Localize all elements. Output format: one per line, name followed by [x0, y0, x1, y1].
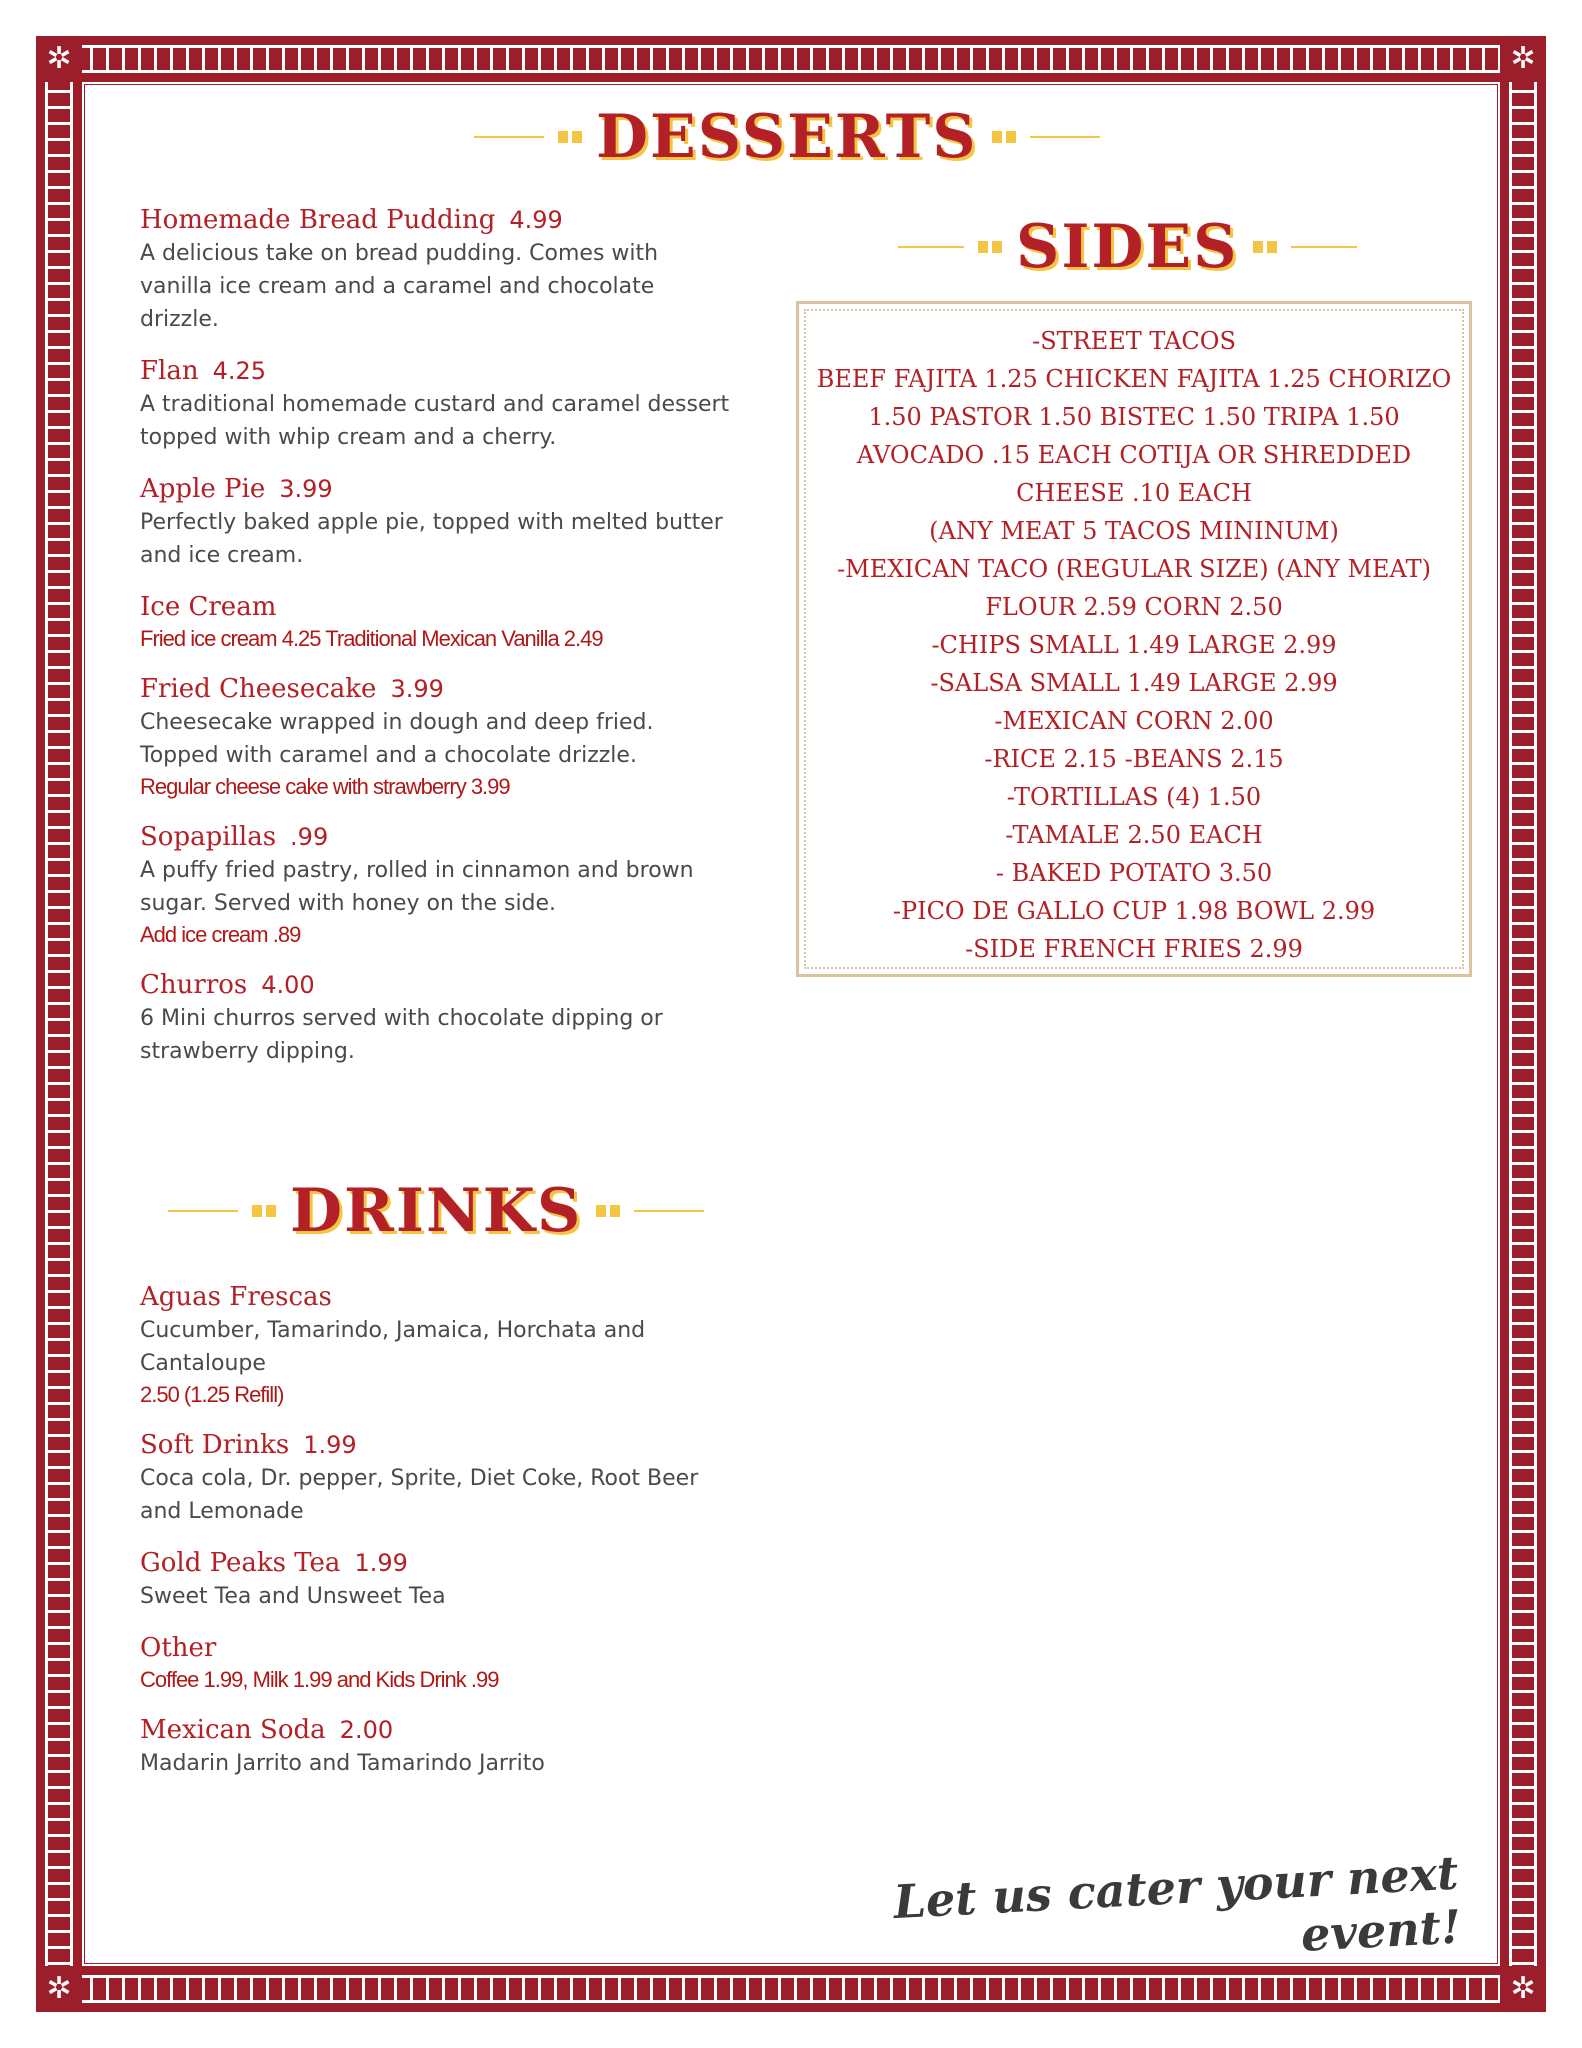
desserts-heading — [474, 102, 1100, 172]
heading-rule — [1030, 136, 1100, 138]
item-description: Cheesecake wrapped in dough and deep fried. Topped with caramel and a chocolate drizzle. — [140, 710, 654, 768]
heading-rule — [474, 136, 544, 138]
heading-dots — [596, 1205, 620, 1217]
menu-item — [140, 203, 730, 336]
item-price: .99 — [290, 823, 329, 851]
heading-dots — [252, 1205, 276, 1217]
item-description: Perfectly baked apple pie, topped with melted butter and ice cream. — [140, 510, 723, 568]
item-name: Apple Pie — [140, 474, 266, 504]
sides-line: -STREET TACOS — [1032, 327, 1236, 355]
item-note: 2.50 (1.25 Refill) — [140, 1382, 284, 1407]
sides-line: -RICE 2.15 -BEANS 2.15 — [984, 745, 1284, 773]
item-description: A puffy fried pastry, rolled in cinnamon and brown sugar. Served with honey on the side. — [140, 858, 694, 916]
sides-line: -MEXICAN TACO (REGULAR SIZE) (ANY MEAT) — [837, 555, 1431, 583]
sides-heading — [898, 212, 1357, 282]
item-name: Aguas Frescas — [140, 1282, 332, 1312]
item-name: Flan — [140, 356, 199, 386]
item-description: Coca cola, Dr. pepper, Sprite, Diet Coke, Root Beer and Lemonade — [140, 1466, 699, 1524]
item-description: A traditional homemade custard and caramel dessert topped with whip cream and a cherry. — [140, 392, 730, 450]
item-title — [140, 354, 730, 388]
item-price: 1.99 — [303, 1431, 357, 1459]
item-name: Gold Peaks Tea — [140, 1548, 341, 1578]
item-description: A delicious take on bread pudding. Comes with vanilla ice cream and a caramel and chocolate drizzle. — [140, 241, 659, 332]
item-name: Soft Drinks — [140, 1430, 290, 1460]
item-name: Ice Cream — [140, 592, 277, 622]
sides-line: BEEF FAJITA 1.25 CHICKEN FAJITA 1.25 CHORIZO — [816, 365, 1452, 393]
item-title — [140, 590, 730, 624]
heading-rule — [168, 1210, 238, 1212]
sides-line: -SIDE FRENCH FRIES 2.99 — [965, 935, 1303, 963]
border-bottom — [36, 1966, 1546, 2012]
item-name: Homemade Bread Pudding — [140, 205, 496, 235]
menu-item — [140, 1280, 740, 1410]
item-title — [140, 1546, 740, 1580]
item-note: Coffee 1.99, Milk 1.99 and Kids Drink .99 — [140, 1667, 499, 1692]
menu-item — [140, 1713, 740, 1780]
item-description: Sweet Tea and Unsweet Tea — [140, 1584, 446, 1609]
catering-tagline: Let us cater your next event! — [892, 1845, 1463, 1962]
heading-rule — [898, 246, 964, 248]
sides-line: -TAMALE 2.50 EACH — [1005, 821, 1263, 849]
item-name: Fried Cheesecake — [140, 674, 377, 704]
menu-item — [140, 590, 730, 654]
menu-item — [140, 1428, 740, 1528]
star-ornament-icon: ✲ — [36, 36, 82, 82]
item-price: 4.25 — [212, 357, 267, 385]
item-price: 4.00 — [261, 971, 315, 999]
item-name: Churros — [140, 970, 248, 1000]
sides-line: -MEXICAN CORN 2.00 — [994, 707, 1274, 735]
drinks-list — [140, 1280, 740, 1798]
star-ornament-icon: ✲ — [1500, 1966, 1546, 2012]
sides-line: FLOUR 2.59 CORN 2.50 — [985, 593, 1283, 621]
drinks-title: DRINKS — [290, 1176, 583, 1246]
sides-line: -SALSA SMALL 1.49 LARGE 2.99 — [930, 669, 1338, 697]
heading-dots — [1253, 241, 1277, 253]
item-title — [140, 820, 730, 854]
item-name: Sopapillas — [140, 822, 277, 852]
sides-line: AVOCADO .15 EACH COTIJA OR SHREDDED — [856, 441, 1412, 469]
menu-item — [140, 472, 730, 572]
desserts-list — [140, 203, 730, 1086]
item-title — [140, 1713, 740, 1747]
item-title — [140, 203, 730, 237]
item-description: Cucumber, Tamarindo, Jamaica, Horchata and Cantaloupe — [140, 1318, 646, 1376]
sides-line: -TORTILLAS (4) 1.50 — [1006, 783, 1262, 811]
item-title — [140, 1280, 740, 1314]
border-top — [36, 36, 1546, 82]
sides-line: 1.50 PASTOR 1.50 BISTEC 1.50 TRIPA 1.50 — [868, 403, 1400, 431]
item-title — [140, 1631, 740, 1665]
menu-item — [140, 672, 730, 802]
sides-title: SIDES — [1016, 212, 1239, 282]
item-name: Mexican Soda — [140, 1715, 326, 1745]
menu-item — [140, 820, 730, 950]
border-right — [1500, 36, 1546, 2012]
item-note: Fried ice cream 4.25 Traditional Mexican Vanilla 2.49 — [140, 626, 603, 651]
item-note: Add ice cream .89 — [140, 922, 301, 947]
border-left — [36, 36, 82, 2012]
sides-line: -CHIPS SMALL 1.49 LARGE 2.99 — [931, 631, 1337, 659]
heading-dots — [978, 241, 1002, 253]
item-price: 1.99 — [354, 1549, 408, 1577]
heading-dots — [558, 131, 582, 143]
item-price: 3.99 — [279, 475, 333, 503]
item-name: Other — [140, 1633, 217, 1663]
item-price: 4.99 — [509, 206, 563, 234]
sides-box — [796, 301, 1472, 977]
sides-line: CHEESE .10 EACH — [1016, 479, 1252, 507]
heading-rule — [634, 1210, 704, 1212]
item-title — [140, 472, 730, 506]
item-title — [140, 968, 730, 1002]
item-title — [140, 1428, 740, 1462]
sides-line: -PICO DE GALLO CUP 1.98 BOWL 2.99 — [892, 897, 1376, 925]
item-title — [140, 672, 730, 706]
desserts-title: DESSERTS — [596, 102, 978, 172]
sides-line: - BAKED POTATO 3.50 — [995, 859, 1273, 887]
heading-dots — [992, 131, 1016, 143]
menu-item — [140, 354, 730, 454]
star-ornament-icon: ✲ — [1500, 36, 1546, 82]
heading-rule — [1291, 246, 1357, 248]
item-price: 3.99 — [390, 675, 444, 703]
item-description: Madarin Jarrito and Tamarindo Jarrito — [140, 1751, 545, 1776]
menu-item — [140, 1546, 740, 1613]
item-description: 6 Mini churros served with chocolate dipping or strawberry dipping. — [140, 1006, 663, 1064]
menu-item — [140, 1631, 740, 1695]
menu-item — [140, 968, 730, 1068]
item-price: 2.00 — [339, 1716, 394, 1744]
sides-list — [799, 322, 1469, 968]
drinks-heading — [168, 1176, 704, 1246]
item-note: Regular cheese cake with strawberry 3.99 — [140, 774, 510, 799]
star-ornament-icon: ✲ — [36, 1966, 82, 2012]
sides-line: (ANY MEAT 5 TACOS MININUM) — [929, 517, 1339, 545]
